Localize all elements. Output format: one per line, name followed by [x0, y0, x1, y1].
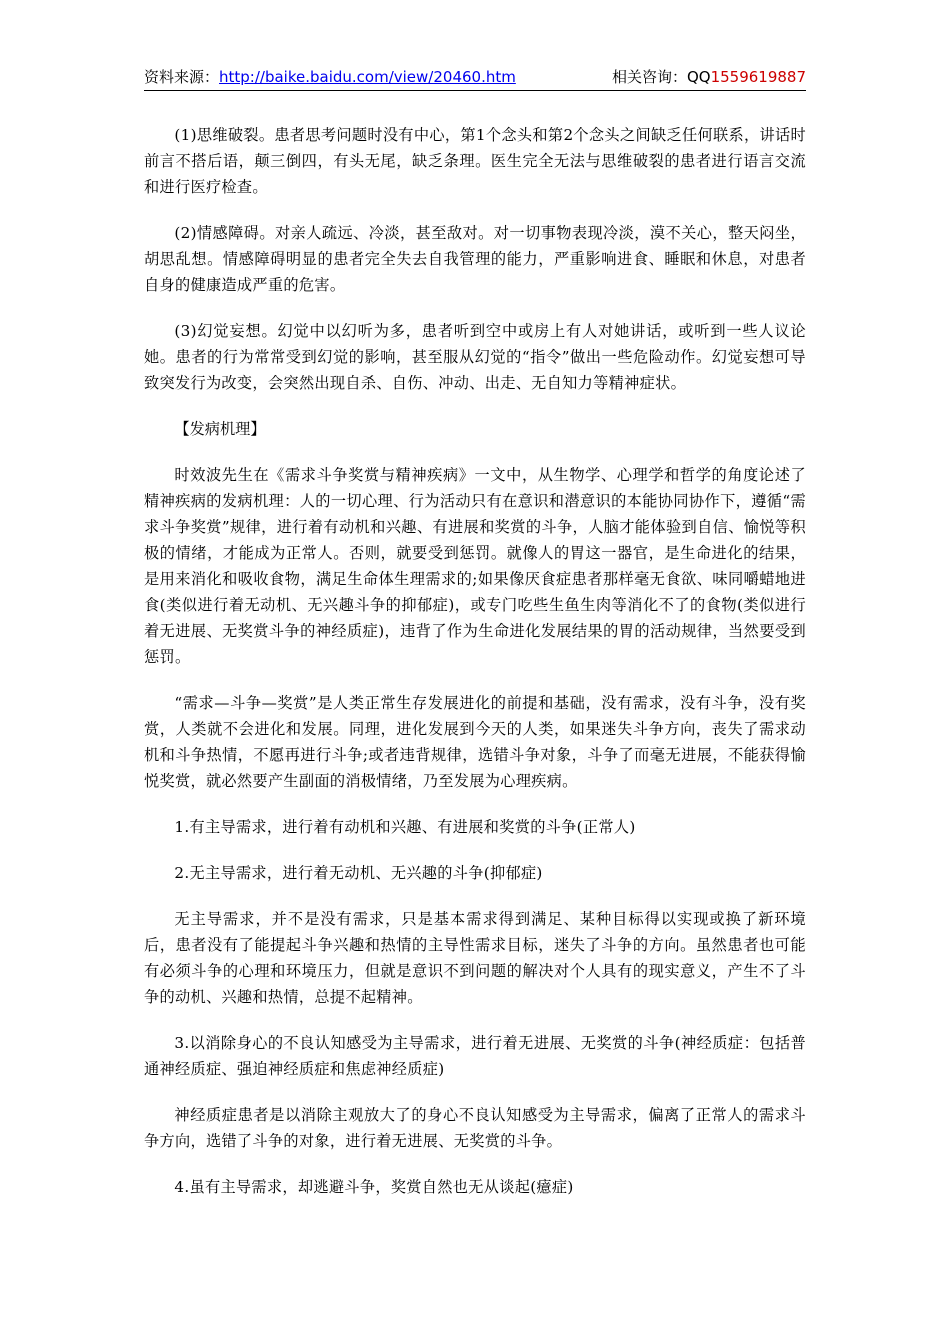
- document-body: [144, 122, 806, 1220]
- list-item-2: 2.无主导需求，进行着无动机、无兴趣的斗争(抑郁症): [174, 864, 543, 882]
- paragraph-thought-disorder: (1)思维破裂。患者思考问题时没有中心，第1个念头和第2个念头之间缺乏任何联系，讲话时前言不搭后语，颠三倒四，有头无尾，缺乏条理。医生完全无法与思维破裂的患者进行语言交流和进行医疗检查。: [144, 126, 806, 196]
- paragraph-no-dominant-need: 无主导需求，并不是没有需求，只是基本需求得到满足、某种目标得以实现或换了新环境后，患者没有了能提起斗争兴趣和热情的主导性需求目标，迷失了斗争的方向。虽然患者也可能有必须斗争的心理和环境压力，但就是意识不到问题的解决对个人具有的现实意义，产生不了斗争的动机、兴趣和热情，总提不起精神。: [144, 910, 806, 1006]
- section-heading: 【发病机理】: [174, 420, 266, 438]
- list-item-4: 4.虽有主导需求，却逃避斗争，奖赏自然也无从谈起(癔症): [174, 1178, 574, 1196]
- source-link[interactable]: http://baike.baidu.com/view/20460.htm: [219, 68, 516, 86]
- contact-line: [612, 66, 806, 88]
- contact-label: 相关咨询：QQ: [611, 68, 711, 86]
- page-header: [144, 62, 806, 91]
- paragraph-mechanism: 时效波先生在《需求斗争奖赏与精神疾病》一文中，从生物学、心理学和哲学的角度论述了精神疾病的发病机理：人的一切心理、行为活动只有在意识和潜意识的本能协同协作下，遵循“需求斗争奖赏”规律，进行着有动机和兴趣、有进展和奖赏的斗争，人脑才能体验到自信、愉悦等积极的情绪，才能成为正常人。否则，就要受到惩罚。就像人的胃这一器官，是生命进化的结果，是用来消化和吸收食物，满足生命体生理需求的;如果像厌食症患者那样毫无食欲、味同嚼蜡地进食(类似进行着无动机、无兴趣斗争的抑郁症)，或专门吃些生鱼生肉等消化不了的食物(类似进行着无进展、无奖赏斗争的神经质症)，违背了作为生命进化发展结果的胃的活动规律，当然要受到惩罚。: [144, 466, 806, 666]
- source-line: [144, 66, 516, 88]
- list-item-3: 3.以消除身心的不良认知感受为主导需求，进行着无进展、无奖赏的斗争(神经质症：包括普通神经质症、强迫神经质症和焦虑神经质症): [144, 1034, 806, 1078]
- contact-number: 1559619887: [710, 68, 806, 86]
- paragraph-need-struggle-reward: “需求—斗争—奖赏”是人类正常生存发展进化的前提和基础，没有需求，没有斗争，没有奖赏，人类就不会进化和发展。同理，进化发展到今天的人类，如果迷失斗争方向，丧失了需求动机和斗争热情，不愿再进行斗争;或者违背规律，选错斗争对象，斗争了而毫无进展，不能获得愉悦奖赏，就必然要产生副面的消极情绪，乃至发展为心理疾病。: [144, 694, 806, 790]
- source-label: 资料来源：: [144, 68, 220, 86]
- paragraph-emotional-disorder: (2)情感障碍。对亲人疏远、冷淡，甚至敌对。对一切事物表现冷淡，漠不关心，整天闷坐，胡思乱想。情感障碍明显的患者完全失去自我管理的能力，严重影响进食、睡眠和休息，对患者自身的健康造成严重的危害。: [144, 224, 806, 294]
- paragraph-neurosis: 神经质症患者是以消除主观放大了的身心不良认知感受为主导需求，偏离了正常人的需求斗争方向，选错了斗争的对象，进行着无进展、无奖赏的斗争。: [144, 1106, 806, 1150]
- list-item-1: 1.有主导需求，进行着有动机和兴趣、有进展和奖赏的斗争(正常人): [174, 818, 636, 836]
- paragraph-hallucination: (3)幻觉妄想。幻觉中以幻听为多，患者听到空中或房上有人对她讲话，或听到一些人议论她。患者的行为常常受到幻觉的影响，甚至服从幻觉的“指令”做出一些危险动作。幻觉妄想可导致突发行为改变，会突然出现自杀、自伤、冲动、出走、无自知力等精神症状。: [144, 322, 806, 392]
